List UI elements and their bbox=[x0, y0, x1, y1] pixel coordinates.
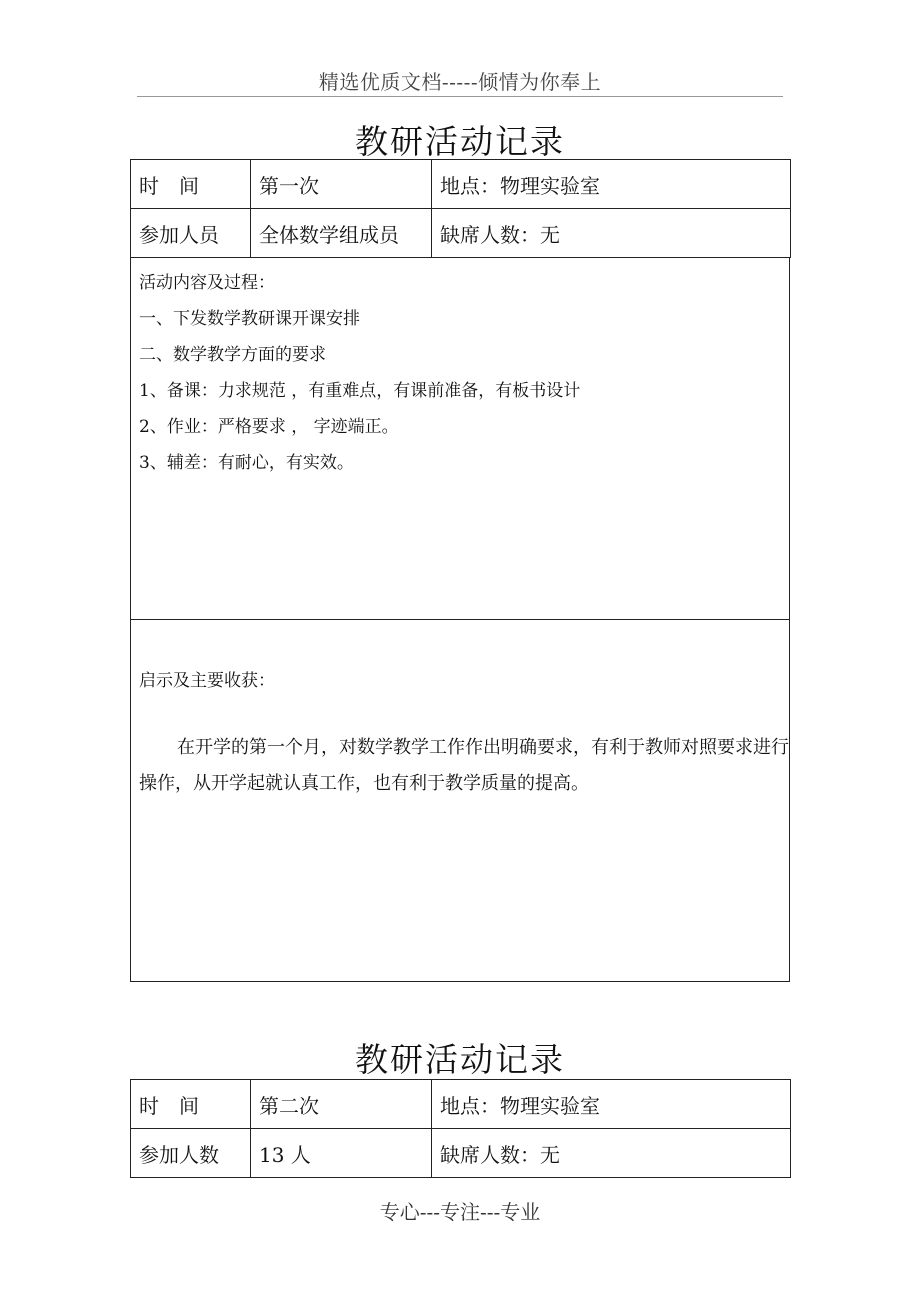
record-2-row-time bbox=[131, 1080, 791, 1129]
record-1-title: 教研活动记录 bbox=[355, 122, 565, 161]
participants-label: 参加人员 bbox=[131, 209, 251, 258]
record-1-row-time bbox=[131, 160, 791, 209]
location-value: 地点：物理实验室 bbox=[432, 160, 791, 209]
content-line: 1、备课：力求规范 ，有重难点，有课前准备，有板书设计 bbox=[139, 381, 581, 401]
insight-paragraph: 在开学的第一个月，对数学教学工作作出明确要求，有利于教师对照要求进行操作，从开学起就认真工作，也有利于教学质量的提高。 bbox=[139, 737, 789, 794]
content-heading: 活动内容及过程： bbox=[139, 273, 275, 293]
content-line: 一、下发数学教研课开课安排 bbox=[139, 309, 360, 329]
participants-value: 全体数学组成员 bbox=[251, 209, 432, 258]
participants-value: 13 人 bbox=[251, 1129, 432, 1178]
insight-heading: 启示及主要收获： bbox=[139, 671, 275, 691]
record-1-row-participants bbox=[131, 209, 791, 258]
record-1-insight-section bbox=[130, 620, 790, 982]
page-header: 精选优质文档-----倾情为你奉上 bbox=[318, 70, 602, 94]
page-footer: 专心---专注---专业 bbox=[379, 1200, 541, 1224]
record-1-info-table bbox=[130, 159, 791, 258]
absent-value: 缺席人数：无 bbox=[432, 209, 791, 258]
participants-label: 参加人数 bbox=[131, 1129, 251, 1178]
record-2-row-participants bbox=[131, 1129, 791, 1178]
session-value: 第二次 bbox=[251, 1080, 432, 1129]
record-2-info-table bbox=[130, 1079, 791, 1178]
record-1-content-section bbox=[130, 258, 790, 620]
absent-value: 缺席人数：无 bbox=[432, 1129, 791, 1178]
content-line: 二、数学教学方面的要求 bbox=[139, 345, 326, 365]
time-label: 时 间 bbox=[131, 1080, 251, 1129]
time-label: 时 间 bbox=[131, 160, 251, 209]
header-divider bbox=[137, 96, 783, 97]
record-2-title: 教研活动记录 bbox=[355, 1040, 565, 1079]
location-value: 地点：物理实验室 bbox=[432, 1080, 791, 1129]
session-value: 第一次 bbox=[251, 160, 432, 209]
content-line: 2、作业：严格要求 ， 字迹端正。 bbox=[139, 417, 399, 437]
content-line: 3、辅差：有耐心，有实效。 bbox=[139, 453, 354, 473]
